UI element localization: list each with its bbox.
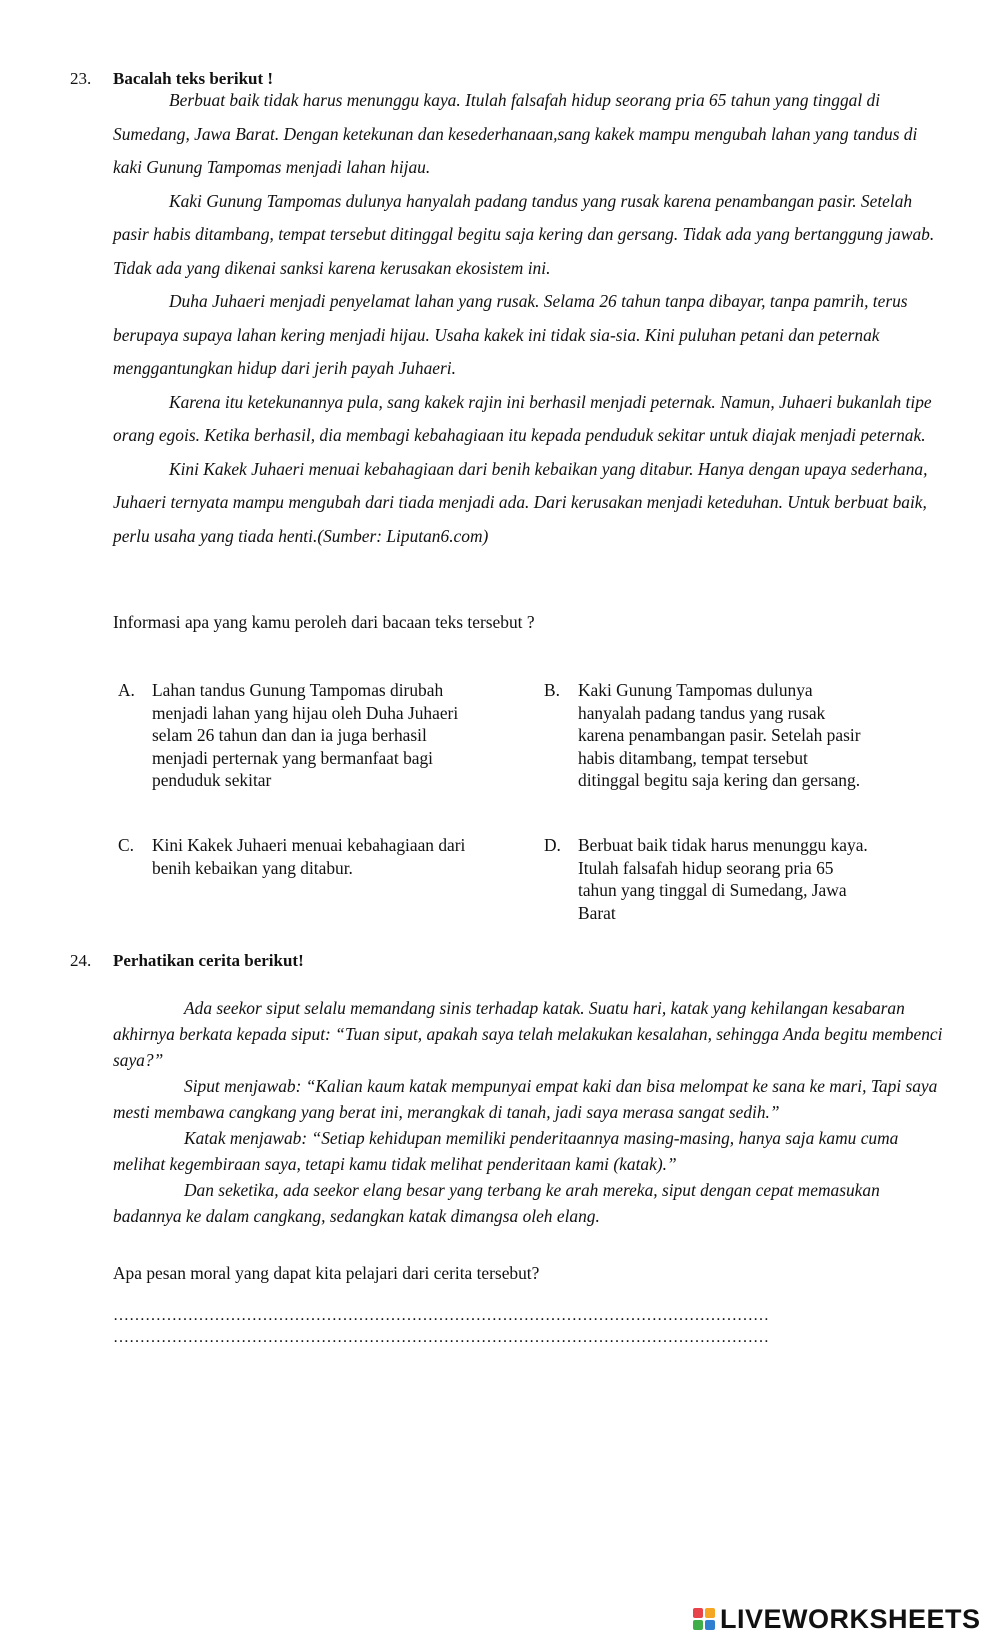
option-letter: D. <box>544 835 561 855</box>
answer-line-1[interactable]: …………………………………………………………………………………………………………… <box>113 1307 769 1324</box>
logo-square <box>705 1620 715 1630</box>
option-text: Kaki Gunung Tampomas dulunya hanyalah padang tandus yang rusak karena penambangan pasir. Setelah pasir habis ditambang, tempat tersebut ditinggal begitu saja kering dan gersang. <box>578 680 861 790</box>
option-b[interactable] <box>544 679 944 799</box>
liveworksheets-logo <box>693 1602 981 1636</box>
answer-line-2[interactable]: …………………………………………………………………………………………………………… <box>113 1329 769 1346</box>
logo-square <box>705 1608 715 1618</box>
option-text: Berbuat baik tidak harus menunggu kaya. Itulah falsafah hidup seorang pria 65 tahun yang tinggal di Sumedang, Jawa Barat <box>578 835 868 923</box>
story-paragraph: Siput menjawab: “Kalian kaum katak mempunyai empat kaki dan bisa melompat ke sana ke mari, Tapi saya mesti membawa cangkang yang berat ini, merangkak di tanah, jadi saya merasa sangat sedih.” <box>113 1076 938 1122</box>
question-23-number: 23. <box>70 69 92 88</box>
passage-paragraph: Karena itu ketekunannya pula, sang kakek rajin ini berhasil menjadi peternak. Namun, Juhaeri bukanlah tipe orang egois. Ketika berhasil, dia membagi kebahagiaan itu kepada penduduk sekitar untuk diajak menjadi peternak. <box>113 391 932 445</box>
option-c[interactable] <box>118 834 518 884</box>
passage-paragraph: Berbuat baik tidak harus menunggu kaya. Itulah falsafah hidup seorang pria 65 tahun yang tinggal di Sumedang, Jawa Barat. Dengan ketekunan dan kesederhanaan,sang kakek mampu mengubah lahan yang tandus di kaki Gunung Tampomas menjadi lahan hijau. <box>113 90 918 177</box>
story-paragraph: Katak menjawab: “Setiap kehidupan memiliki penderitaannya masing-masing, hanya saja kamu cuma melihat kegembiraan saya, tetapi kamu tidak melihat penderitaan kami (katak).” <box>113 1128 899 1174</box>
story-paragraph: Dan seketika, ada seekor elang besar yang terbang ke arah mereka, siput dengan cepat memasukan badannya ke dalam cangkang, sedangkan katak dimangsa oleh elang. <box>113 1180 880 1226</box>
option-text: Lahan tandus Gunung Tampomas dirubah menjadi lahan yang hijau oleh Duha Juhaeri selam 26 tahun dan dan ia juga berhasil menjadi perternak yang bermanfaat bagi penduduk sekitar <box>152 680 459 790</box>
option-d[interactable] <box>544 834 944 929</box>
question-24-story <box>113 995 943 1229</box>
logo-square <box>693 1608 703 1618</box>
question-24-prompt: Apa pesan moral yang dapat kita pelajari dari cerita tersebut? <box>113 1263 540 1283</box>
passage-paragraph: Kini Kakek Juhaeri menuai kebahagiaan dari benih kebaikan yang ditabur. Hanya dengan upaya sederhana, Juhaeri ternyata mampu mengubah dari tiada menjadi ada. Dari kerusakan menjadi keteduhan. Untuk berbuat baik, perlu usaha yang tiada henti.(Sumber: Liputan6.com) <box>113 458 928 546</box>
option-letter: C. <box>118 835 134 855</box>
question-23-title: Bacalah teks berikut ! <box>113 69 274 88</box>
question-23-passage <box>113 84 943 553</box>
logo-square <box>693 1620 703 1630</box>
question-24-title: Perhatikan cerita berikut! <box>113 951 304 970</box>
logo-grid-icon <box>693 1608 715 1630</box>
passage-paragraph: Duha Juhaeri menjadi penyelamat lahan yang rusak. Selama 26 tahun tanpa dibayar, tanpa pamrih, terus berupaya supaya lahan kering menjadi hijau. Usaha kakek ini tidak sia-sia. Kini puluhan petani dan peternak menggantungkan hidup dari jerih payah Juhaeri. <box>113 291 908 378</box>
question-23-prompt: Informasi apa yang kamu peroleh dari bacaan teks tersebut ? <box>113 612 535 632</box>
passage-paragraph: Kaki Gunung Tampomas dulunya hanyalah padang tandus yang rusak karena penambangan pasir. Setelah pasir habis ditambang, tempat tersebut ditinggal begitu saja kering dan gersang. Tidak ada yang bertanggung jawab. Tidak ada yang dikenai sanksi karena kerusakan ekosistem ini. <box>113 190 935 278</box>
option-letter: B. <box>544 680 560 700</box>
option-letter: A. <box>118 680 135 700</box>
logo-text: LIVEWORKSHEETS <box>720 1603 981 1634</box>
option-a[interactable] <box>118 679 518 799</box>
option-text: Kini Kakek Juhaeri menuai kebahagiaan dari benih kebaikan yang ditabur. <box>152 835 466 878</box>
story-paragraph: Ada seekor siput selalu memandang sinis terhadap katak. Suatu hari, katak yang kehilangan kesabaran akhirnya berkata kepada siput: “Tuan siput, apakah saya telah melakukan kesalahan, sehingga Anda begitu membenci saya?” <box>113 998 943 1070</box>
question-24-number: 24. <box>70 951 92 970</box>
